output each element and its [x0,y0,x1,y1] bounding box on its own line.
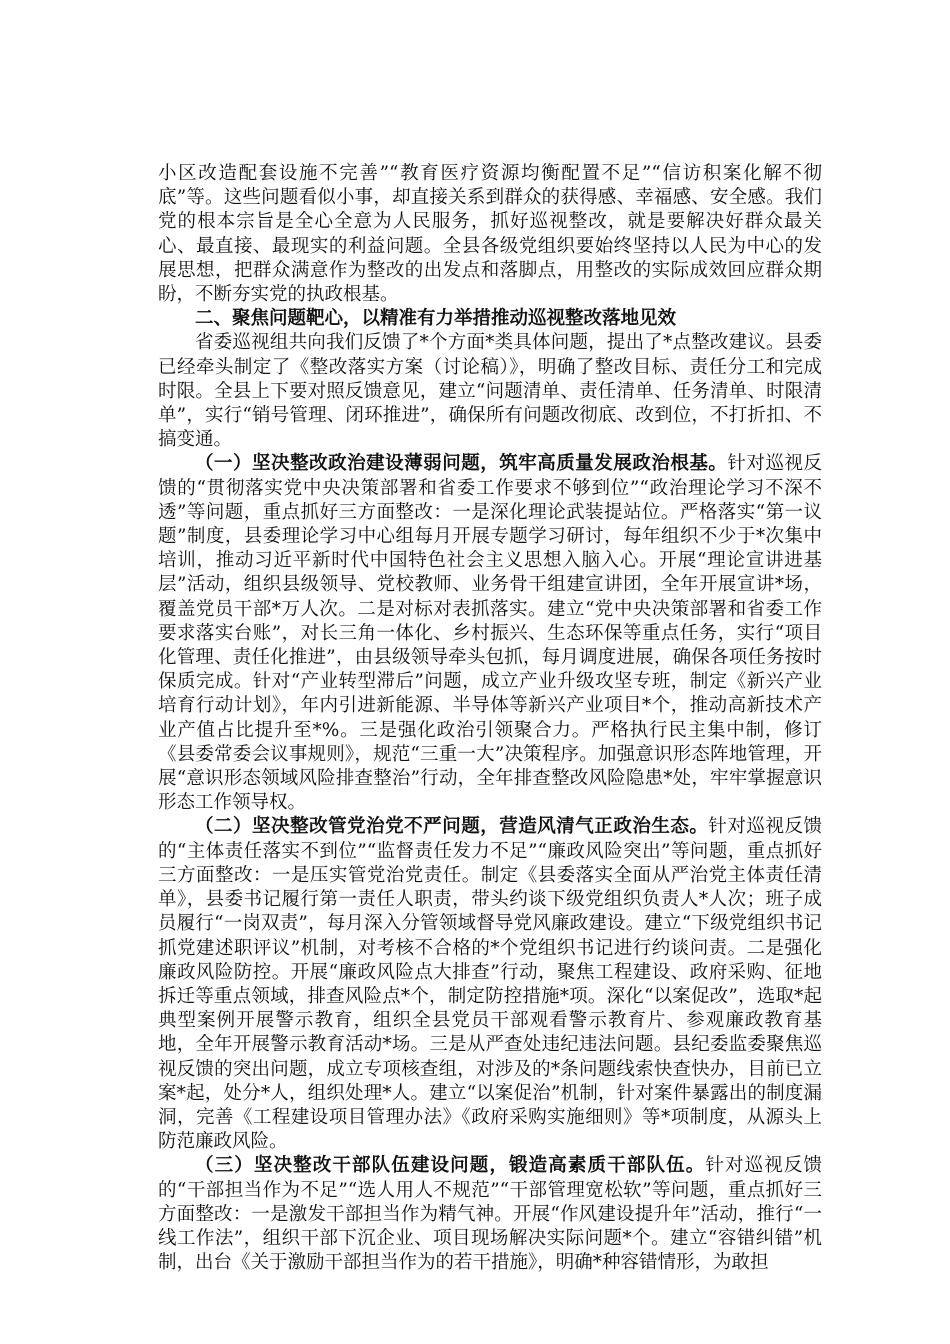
subsection-lead: （三）坚决整改干部队伍建设问题，锻造高素质干部队伍。 [195,1155,706,1177]
paragraph-subsection-3 [158,1154,822,1275]
paragraph-text: 针对巡视反馈的“干部担当作为不足”“选人用人不规范”“干部管理宽松软”等问题，重点抓好三方面整改：一是激发干部担当作为精气神。开展“作风建设提升年”活动，推行“一线工作法”，组织干部下沉企业、项目现场解决实际问题*个。建立“容错纠错”机制，出台《关于激励干部担当作为的若干措施》，明确*种容错情形，为敢担 [158,1155,822,1274]
paragraph-subsection-2 [158,815,822,1154]
paragraph-subsection-1 [158,452,822,815]
paragraph-text: 针对巡视反馈的“主体责任落实不到位”“监督责任发力不足”“廉政风险突出”等问题，重点抓好三方面整改：一是压实管党治党责任。制定《县委落实全面从严治党主体责任清单》，县委书记履行第一责任人职责，带头约谈下级党组织负责人*人次；班子成员履行“一岗双责”，每月深入分管领域督导党风廉政建设。建立“下级党组织书记抓党建述职评议”机制，对考核不合格的*个党组织书记进行约谈问责。二是强化廉政风险防控。开展“廉政风险点大排查”行动，聚焦工程建设、政府采购、征地拆迁等重点领域，排查风险点*个，制定防控措施*项。深化“以案促改”，选取*起典型案例开展警示教育，组织全县党员干部观看警示教育片、参观廉政教育基地，全年开展警示教育活动*场。三是从严查处违纪违法问题。县纪委监委聚焦巡视反馈的突出问题，成立专项核查组，对涉及的*条问题线索快查快办，目前已立案*起，处分*人，组织处理*人。建立“以案促治”机制，针对案件暴露出的制度漏洞，完善《工程建设项目管理办法》《政府采购实施细则》等*项制度，从源头上防范廉政风险。 [158,816,822,1153]
section-heading-two [158,307,822,331]
subsection-lead: （一）坚决整改政治建设薄弱问题，筑牢高质量发展政治根基。 [195,453,728,475]
heading-text: 二、聚焦问题靶心，以精准有力举措推动巡视整改落地见效 [195,308,677,330]
document-body [158,162,822,1275]
paragraph-text: 针对巡视反馈的“贯彻落实党中央决策部署和省委工作要求不够到位”“政治理论学习不深不透”等问题，重点抓好三方面整改：一是深化理论武装提站位。严格落实“第一议题”制度，县委理论学习中心组每月开展专题学习研讨，每年组织不少于*次集中培训，推动习近平新时代中国特色社会主义思想入脑入心。开展“理论宣讲进基层”活动，组织县级领导、党校教师、业务骨干组建宣讲团，全年开展宣讲*场，覆盖党员干部*万人次。二是对标对表抓落实。建立“党中央决策部署和省委工作要求落实台账”，对长三角一体化、乡村振兴、生态环保等重点任务，实行“项目化管理、责任化推进”，由县级领导牵头包抓，每月调度进展，确保各项任务按时保质完成。针对“产业转型滞后”问题，成立产业升级攻坚专班，制定《新兴产业培育行动计划》，年内引进新能源、半导体等新兴产业项目*个，推动高新技术产业产值占比提升至*%。三是强化政治引领聚合力。严格执行民主集中制，修订《县委常委会议事规则》，规范“三重一大”决策程序。加强意识形态阵地管理，开展“意识形态领域风险排查整治”行动，全年排查整改风险隐患*处，牢牢掌握意识形态工作领导权。 [158,453,822,814]
paragraph-intro-continuation [158,162,822,307]
paragraph-text: 省委巡视组共向我们反馈了*个方面*类具体问题，提出了*点整改建议。县委已经牵头制定了《整改落实方案（讨论稿）》，明确了整改目标、责任分工和完成时限。全县上下要对照反馈意见，建立“问题清单、责任清单、任务清单、时限清单”，实行“销号管理、闭环推进”，确保所有问题改彻底、改到位，不打折扣、不搞变通。 [158,332,822,451]
paragraph-text: 小区改造配套设施不完善”“教育医疗资源均衡配置不足”“信访积案化解不彻底”等。这些问题看似小事，却直接关系到群众的获得感、幸福感、安全感。我们党的根本宗旨是全心全意为人民服务，抓好巡视整改，就是要解决好群众最关心、最直接、最现实的利益问题。全县各级党组织要始终坚持以人民为中心的发展思想，把群众满意作为整改的出发点和落脚点，用整改的实际成效回应群众期盼，不断夯实党的执政根基。 [158,163,822,306]
subsection-lead: （二）坚决整改管党治党不严问题，营造风清气正政治生态。 [195,816,709,838]
paragraph-section-intro [158,331,822,452]
